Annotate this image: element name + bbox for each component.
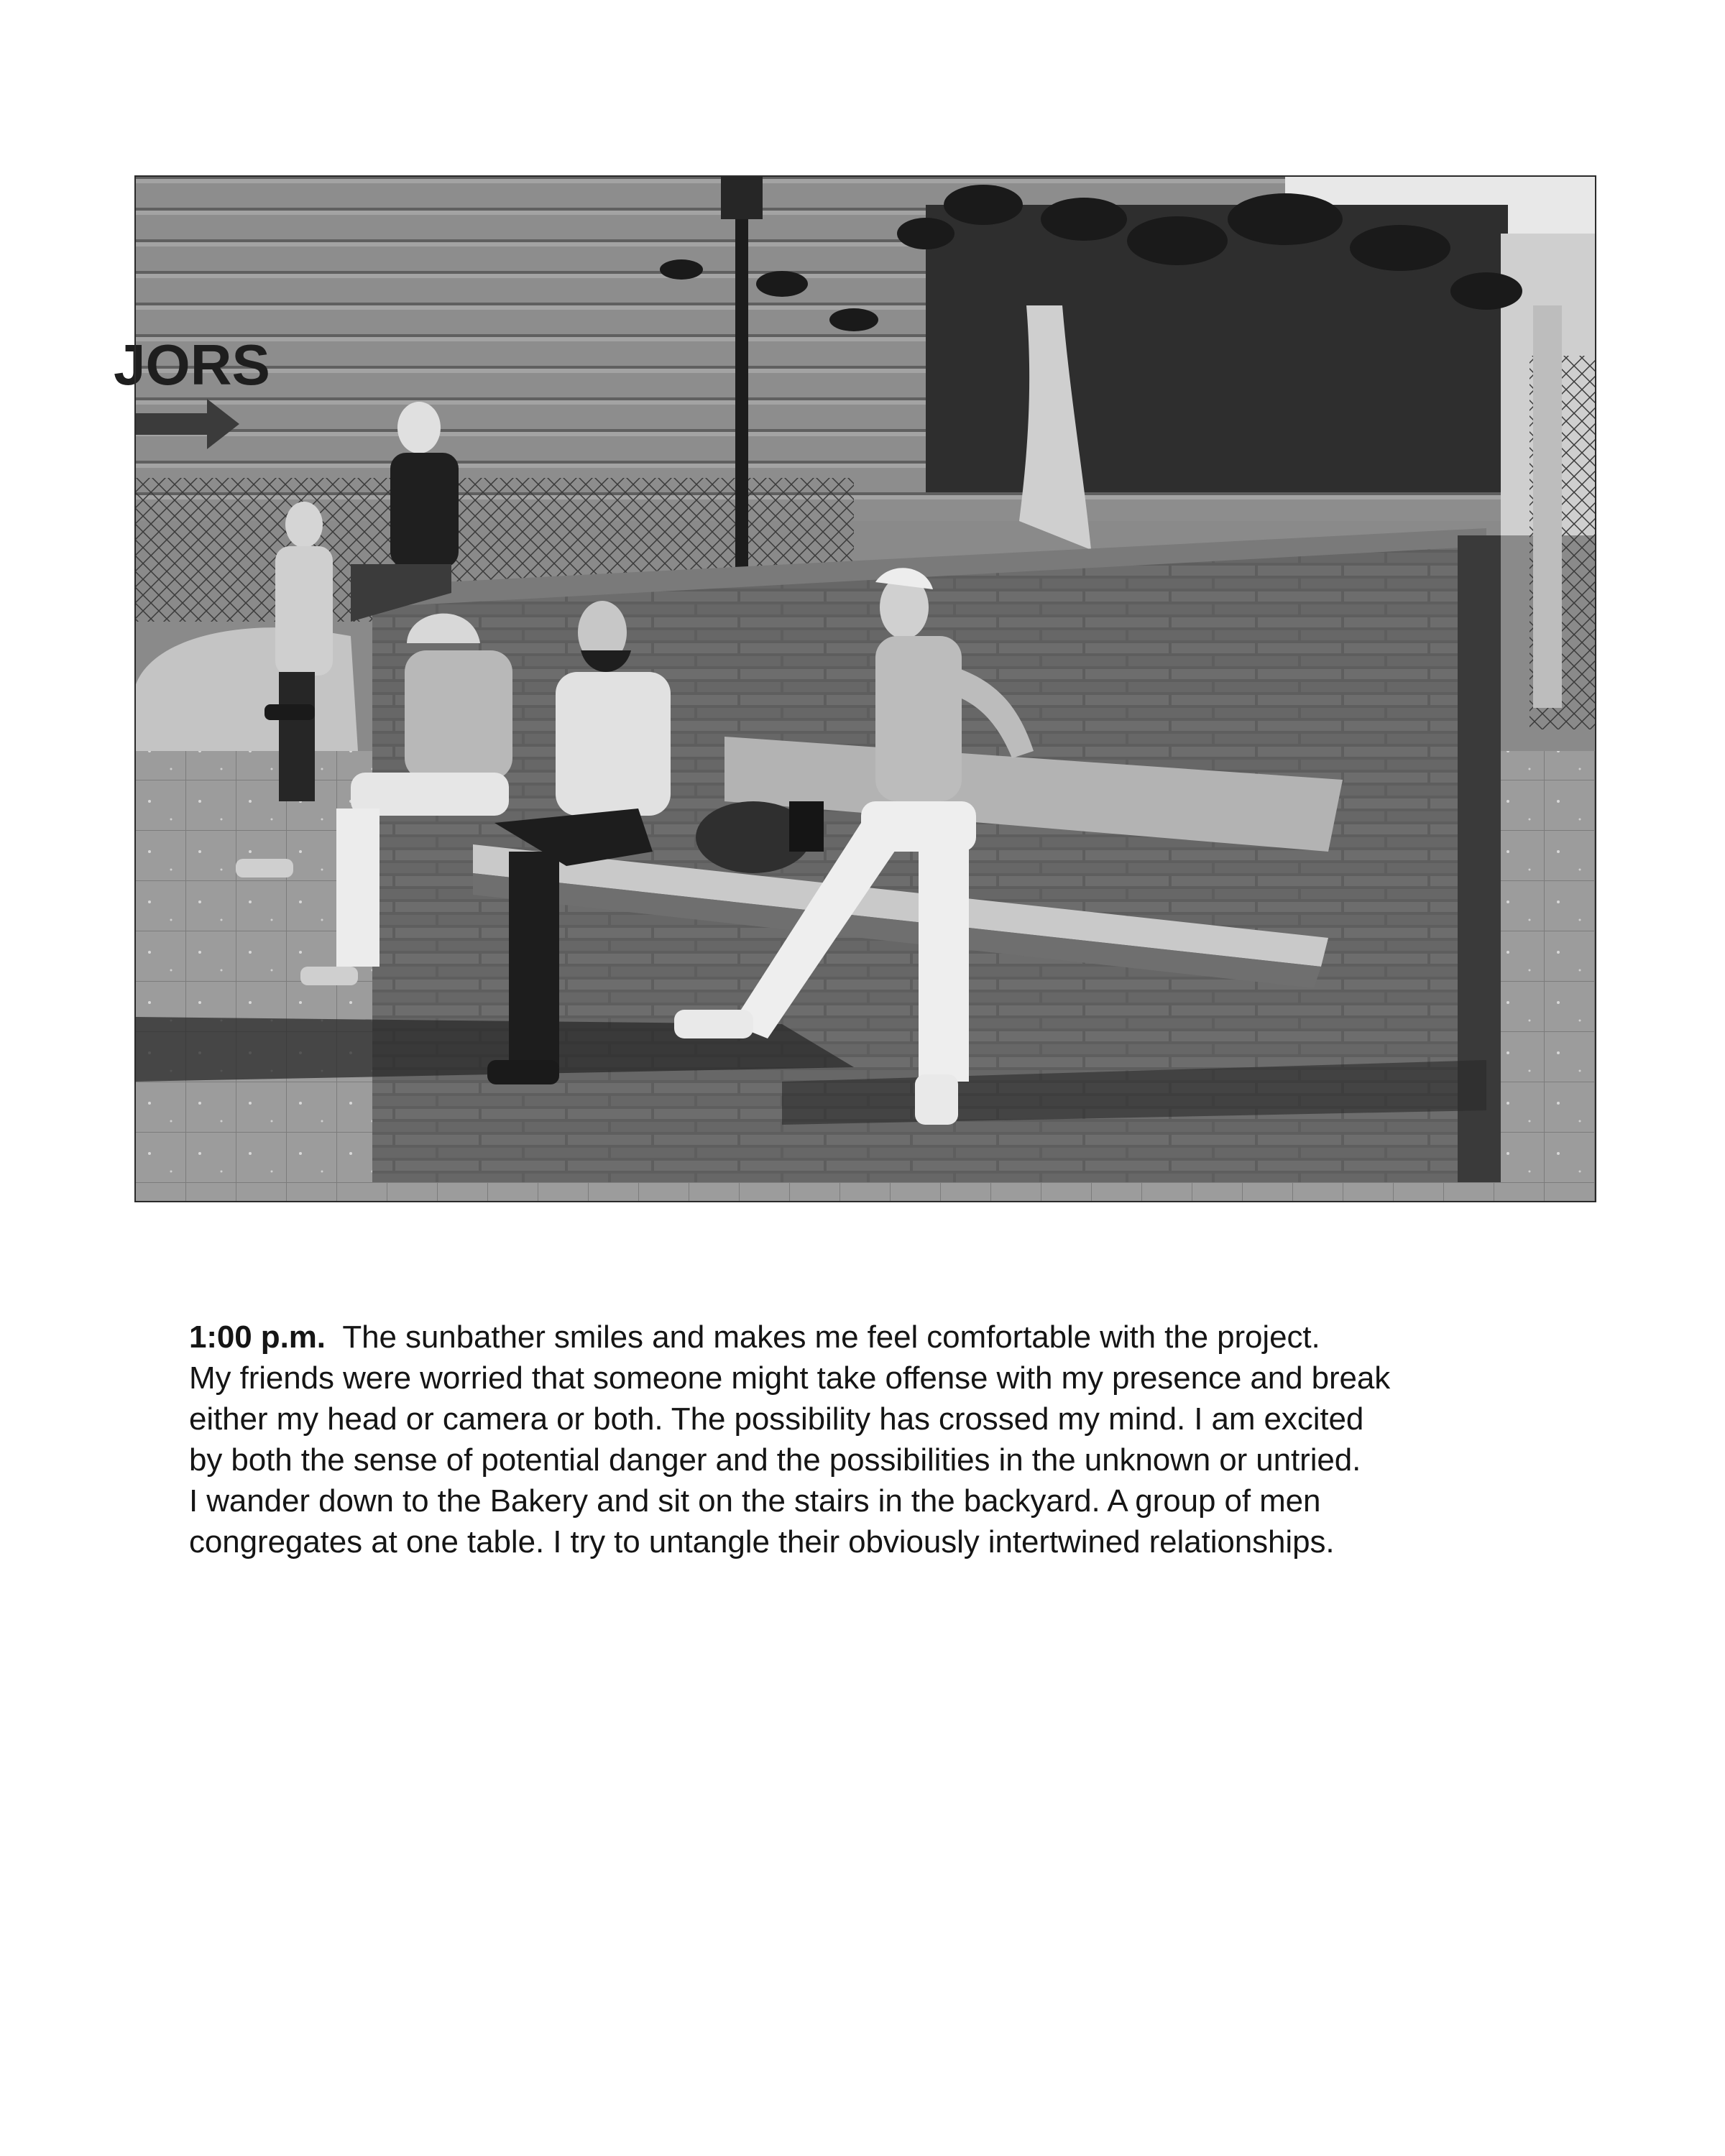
caption-line-2: My friends were worried that someone might take offense with my presence and break xyxy=(189,1360,1391,1396)
lamp-post xyxy=(735,190,748,593)
street-photograph xyxy=(114,176,1596,1202)
caption-line-6: congregates at one table. I try to untangle their obviously intertwined relationships. xyxy=(189,1524,1335,1560)
caption-time: 1:00 p.m. xyxy=(189,1319,326,1355)
radio xyxy=(789,801,824,852)
caption-line-5: I wander down to the Bakery and sit on the stairs in the backyard. A group of men xyxy=(189,1483,1321,1519)
caption-text xyxy=(189,1317,1598,1562)
caption-line-3: either my head or camera or both. The possibility has crossed my mind. I am excited xyxy=(189,1401,1364,1437)
caption-line-1-text: The sunbather smiles and makes me feel comfortable with the project. xyxy=(342,1319,1320,1355)
caption-line-4: by both the sense of potential danger and the possibilities in the unknown or untried. xyxy=(189,1442,1361,1478)
caption-line-1 xyxy=(189,1317,1598,1358)
wall-sign-text: JORS xyxy=(114,333,270,397)
